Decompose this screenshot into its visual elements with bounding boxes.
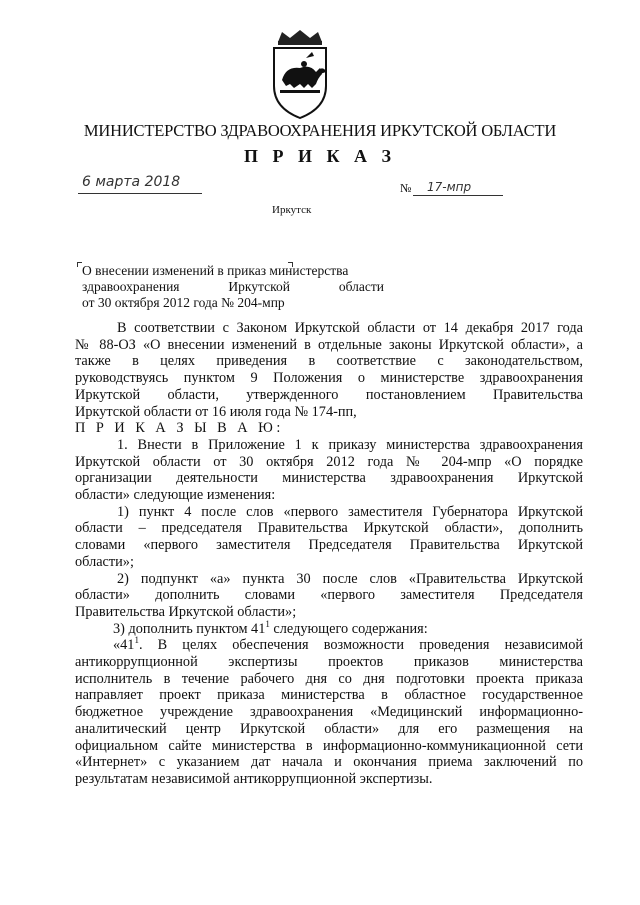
subject-line-2 [82,279,384,295]
superscript: 1 [134,635,139,646]
item-1-line: 1. Внести в Приложение 1 к приказу министерства здравоохранения [117,436,583,453]
subject-word: здравоохранения [82,279,180,294]
quote-line: исполнитель в течение рабочего дня со дня подготовки проекта приказа [75,670,583,687]
item-1-3-line [75,618,583,638]
order-word: П Р И К А З Ы В А Ю: [75,420,284,437]
quote-line: бюджетное учреждение здравоохранения «Медицинский информационно- [75,704,583,721]
document-type-title: П Р И К А З [243,146,397,166]
item-1-line: организации деятельности министерства здравоохранения Иркутской [75,470,583,487]
date-underline [78,193,202,194]
quote-number: «41 [113,637,135,654]
subject-line-3: от 30 октября 2012 года № 204-мпр [82,295,285,310]
quote-line: направляет проект приказа министерства в областное государственное [75,687,583,704]
item-1-1-line: области»; [75,553,134,570]
handwritten-date: 6 марта 2018 [82,174,181,190]
document-body [75,320,583,788]
city-name: Иркутск [272,204,312,216]
body-line: руководствуясь пунктом 9 Положения о министерстве здравоохранения [75,370,583,387]
subject-word: области [338,279,384,294]
quote-text: . В целях обеспечения возможности проведения независимой [138,637,583,654]
quote-line [75,637,583,654]
item-1-1-line: области – председателя Правительства Иркутской области», дополнить [75,520,583,537]
quote-line: аналитический центр Иркутской области» для его размещения на [75,720,583,737]
item-1-3-text: следующего содержания: [269,620,428,637]
subject-line-1: О внесении изменений в приказ министерства [82,263,349,278]
quote-line: официальном сайте министерства в информационно-коммуникационной сети [75,737,583,754]
item-1-line: Иркутской области от 30 октября 2012 года № 204-мпр «О порядке [75,453,583,470]
body-line: Иркутской области от 16 июля года № 174-пп, [75,403,357,420]
subject-word: Иркутской [228,279,290,294]
quote-line: антикоррупционной экспертизы проектов приказов министерства [75,654,583,671]
item-1-1-line: 1) пункт 4 после слов «первого заместителя Губернатора Иркутской [117,503,583,520]
item-1-3-text: 3) дополнить пунктом 41 [113,620,266,637]
body-line: Иркутской области, утвержденного постановлением Правительства [75,386,583,403]
ministry-name: МИНИСТЕРСТВО ЗДРАВООХРАНЕНИЯ ИРКУТСКОЙ ОБЛАСТИ [83,121,557,140]
body-line: также в целях приведения в соответствие с законодательством, [75,353,583,370]
item-1-2-line: области» дополнить словами «первого заместителя Председателя [75,587,583,604]
handwritten-number: 17-мпр [427,180,472,194]
body-line: В соответствии с Законом Иркутской области от 14 декабря 2017 года [117,320,583,336]
item-1-2-line: 2) подпункт «а» пункта 30 после слов «Правительства Иркутской [117,570,583,587]
item-1-2-line: Правительства Иркутской области»; [75,603,297,620]
number-underline [413,195,503,196]
item-1-1-line: словами «первого заместителя Председателя Правительства Иркутской [75,537,583,554]
number-label: № [400,181,412,195]
document-subject [82,263,384,311]
irkutsk-coat-of-arms-icon [260,28,340,120]
quote-line: результатам независимой антикоррупционной экспертизы. [75,770,433,787]
body-line: № 88-ОЗ «О внесении изменений в отдельные законы Иркутской области», а [75,336,583,353]
item-1-line: области» следующие изменения: [75,487,276,504]
quote-line: «Интернет» с указанием дат начала и окончания приема заключений по [75,754,583,771]
superscript: 1 [265,618,270,629]
